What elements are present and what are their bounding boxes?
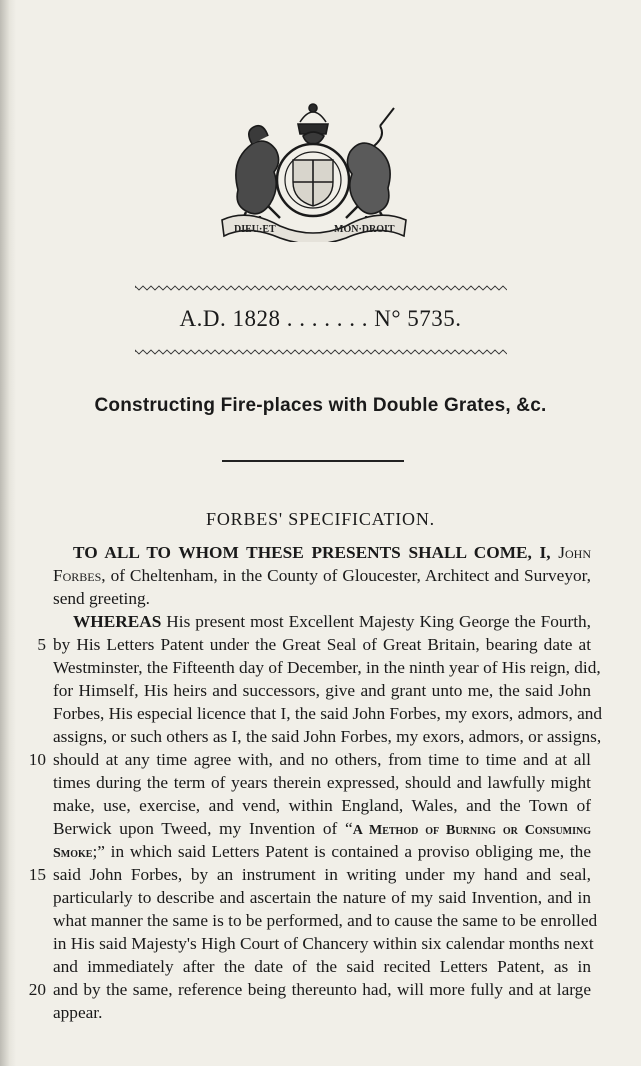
body-line [53,564,591,587]
body-text: Forbes [53,566,102,585]
body-text: for Himself, His heirs and successors, give and grant unto me, the said John [53,681,591,700]
ornamental-wavy-rule-bottom [135,348,507,356]
body-line [53,794,591,817]
body-text: A Method of Burning or Consuming [352,823,591,838]
body-text: Smoke [53,846,93,861]
body-text: send greeting. [53,589,150,608]
body-line [53,817,591,840]
body-text: make, use, exercise, and vend, within England, Wales, and the Town of [53,796,591,815]
body-line [53,1001,591,1024]
royal-coat-of-arms-icon [208,100,418,242]
body-line [53,932,594,955]
body-text: and by the same, reference being thereunto had, will more fully and at large [53,980,591,999]
body-line [73,541,591,564]
line-number: 20 [28,980,46,999]
body-text: particularly to describe and ascertain the nature of my said Invention, and in [53,888,591,907]
body-text: TO ALL TO WHOM THESE PRESENTS SHALL COME, I, [73,543,551,562]
title-rule [222,460,404,462]
motto-right-text: MON·DROIT [334,224,395,235]
body-text: , of Cheltenham, in the County of Gloucester, Architect and Surveyor, [101,566,591,585]
body-text: John [558,543,591,562]
page-edge-shadow [0,0,16,1066]
body-text: said John Forbes, by an instrument in writing under my hand and seal, [53,865,591,884]
body-text: in His said Majesty's High Court of Chancery within six calendar months next [53,934,594,953]
body-text: what manner the same is to be performed, and to cause the same to be enrolled [53,911,598,930]
body-line [53,748,591,771]
body-text: His present most Excellent Majesty King George the Fourth, [161,612,591,631]
body-text: ;” in which said Letters Patent is contained a proviso obliging me, the [92,842,591,861]
body-text: WHEREAS [73,612,162,631]
line-number: 5 [37,635,46,654]
body-line [53,679,591,702]
body-line [53,702,603,725]
body-text: Forbes, His especial licence that I, the said John Forbes, my exors, admors, and [53,704,603,723]
body-line [53,633,591,656]
body-line [53,978,591,1001]
body-line [53,840,591,863]
specification-heading: FORBES' SPECIFICATION. [206,509,435,529]
body-line [53,886,591,909]
body-line [73,610,591,633]
motto-left-text: DIEU·ET [234,224,276,235]
line-number: 15 [28,865,46,884]
patent-title: Constructing Fire-places with Double Grates, &c. [94,395,547,416]
body-text: by His Letters Patent under the Great Seal of Great Britain, bearing date at [53,635,591,654]
body-text: times during the term of years therein expressed, should and lawfully might [53,773,591,792]
line-number: 10 [28,750,46,769]
body-text: appear. [53,1003,103,1022]
body-text: and immediately after the date of the said recited Letters Patent, as in [53,957,591,976]
ornamental-wavy-rule-top [135,284,507,292]
body-line [53,656,601,679]
body-line [53,725,602,748]
body-line [53,587,591,610]
body-line [53,771,591,794]
body-line [53,909,598,932]
body-text: assigns, or such others as I, the said John Forbes, my exors, admors, or assigns, [53,727,602,746]
body-text: Berwick upon Tweed, my Invention of “ [53,819,353,838]
body-line [53,863,591,886]
body-line [53,955,591,978]
body-text: Westminster, the Fifteenth day of December, in the ninth year of His reign, did, [53,658,601,677]
body-text: should at any time agree with, and no others, from time to time and at all [53,750,591,769]
patent-number-line: A.D. 1828 . . . . . . . N° 5735. [179,306,462,331]
